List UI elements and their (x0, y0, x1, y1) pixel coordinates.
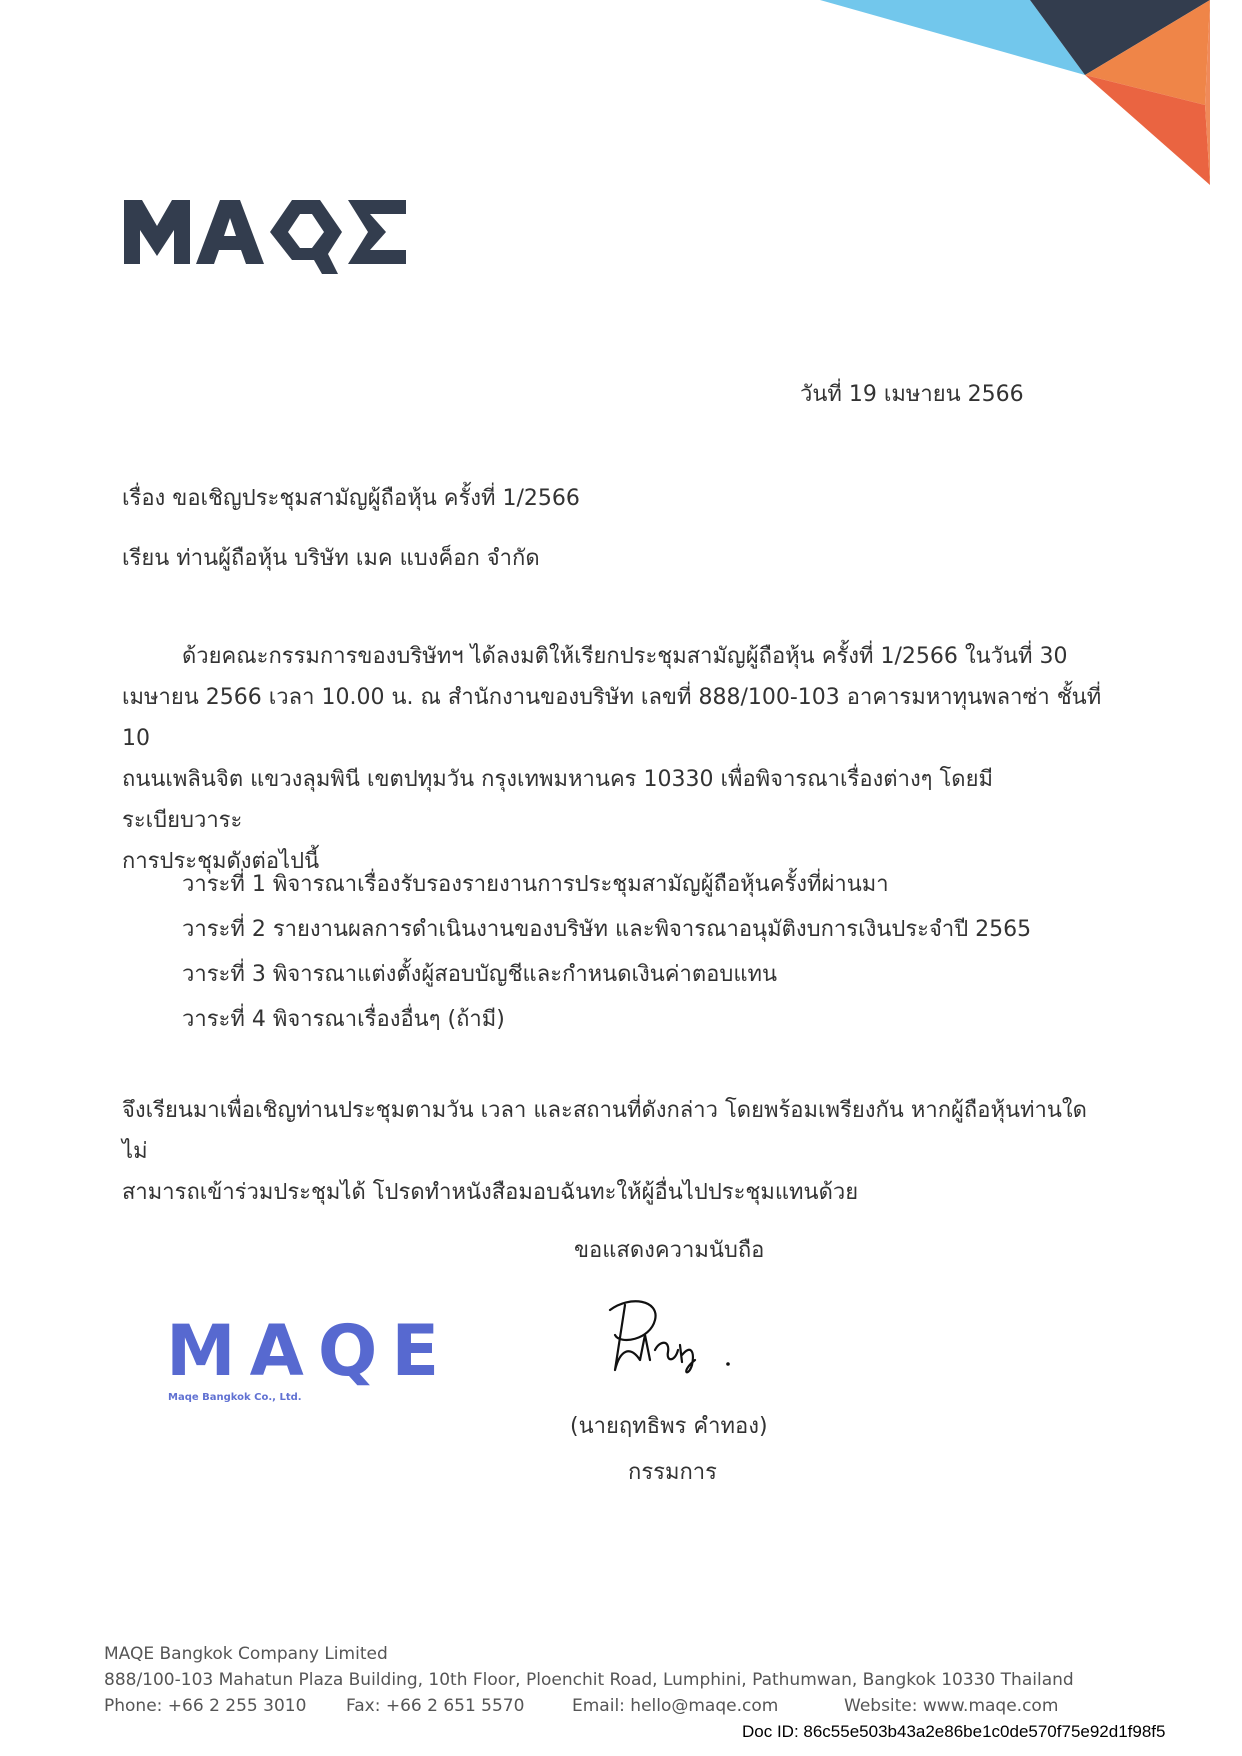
footer-address: 888/100-103 Mahatun Plaza Building, 10th Floor, Ploenchit Road, Lumphini, Pathumwan, Bangkok 10330 Thailand (104, 1670, 1074, 1690)
footer-email[interactable]: Email: hello@maqe.com (572, 1696, 779, 1716)
stamp-subtext: Maqe Bangkok Co., Ltd. (168, 1392, 302, 1403)
letter-subject: เรื่อง ขอเชิญประชุมสามัญผู้ถือหุ้น ครั้งที่ 1/2566 (122, 486, 580, 511)
company-stamp (158, 1310, 454, 1410)
footer-phone: Phone: +66 2 255 3010 (104, 1696, 307, 1716)
corner-decoration (0, 0, 1242, 200)
stamp-text: MAQE (166, 1310, 454, 1392)
agenda-item: วาระที่ 2 รายงานผลการดำเนินงานของบริษัท และพิจารณาอนุมัติงบการเงินประจำปี 2565 (182, 917, 1032, 942)
agenda-item: วาระที่ 1 พิจารณาเรื่องรับรองรายงานการประชุมสามัญผู้ถือหุ้นครั้งที่ผ่านมา (182, 872, 889, 897)
paragraph-line: ถนนเพลินจิต แขวงลุมพินี เขตปทุมวัน กรุงเทพมหานคร 10330 เพื่อพิจารณาเรื่องต่างๆ โดยมีระเบียบวาระ (122, 767, 993, 833)
document-id: Doc ID: 86c55e503b43a2e86be1c0de570f75e92d1f98f5 (742, 1722, 1166, 1741)
footer-fax: Fax: +66 2 651 5570 (346, 1696, 525, 1716)
signer-name: (นายฤทธิพร คำทอง) (570, 1414, 768, 1439)
letter-recipient: เรียน ท่านผู้ถือหุ้น บริษัท เมค แบงค็อก จำกัด (122, 546, 540, 571)
footer-company: MAQE Bangkok Company Limited (104, 1644, 388, 1664)
agenda-item: วาระที่ 3 พิจารณาแต่งตั้งผู้สอบบัญชีและกำหนดเงินค่าตอบแทน (182, 962, 778, 987)
letter-date: วันที่ 19 เมษายน 2566 (800, 382, 1024, 407)
agenda-item: วาระที่ 4 พิจารณาเรื่องอื่นๆ (ถ้ามี) (182, 1007, 505, 1032)
footer-website[interactable]: Website: www.maqe.com (844, 1696, 1059, 1716)
closing-salutation: ขอแสดงความนับถือ (574, 1238, 765, 1263)
intro-paragraph (122, 636, 1102, 882)
paragraph-line: การประชุมดังต่อไปนี้ (122, 849, 320, 874)
signer-position: กรรมการ (628, 1460, 717, 1485)
paragraph-line: จึงเรียนมาเพื่อเชิญท่านประชุมตามวัน เวลา และสถานที่ดังกล่าว โดยพร้อมเพรียงกัน หากผู้ถือหุ้นท่านใดไม่ (122, 1098, 1087, 1164)
paragraph-line: สามารถเข้าร่วมประชุมได้ โปรดทำหนังสือมอบฉันทะให้ผู้อื่นไปประชุมแทนด้วย (122, 1180, 859, 1205)
agenda-list (182, 862, 1031, 1042)
maqe-logo (124, 196, 406, 278)
signature (600, 1290, 750, 1380)
paragraph-line: ด้วยคณะกรรมการของบริษัทฯ ได้ลงมติให้เรียกประชุมสามัญผู้ถือหุ้น ครั้งที่ 1/2566 ในวันที่ 30 (182, 644, 1068, 669)
closing-paragraph (122, 1090, 1102, 1213)
paragraph-line: เมษายน 2566 เวลา 10.00 น. ณ สำนักงานของบริษัท เลขที่ 888/100-103 อาคารมหาทุนพลาซ่า ชั้นที่ 10 (122, 685, 1102, 751)
